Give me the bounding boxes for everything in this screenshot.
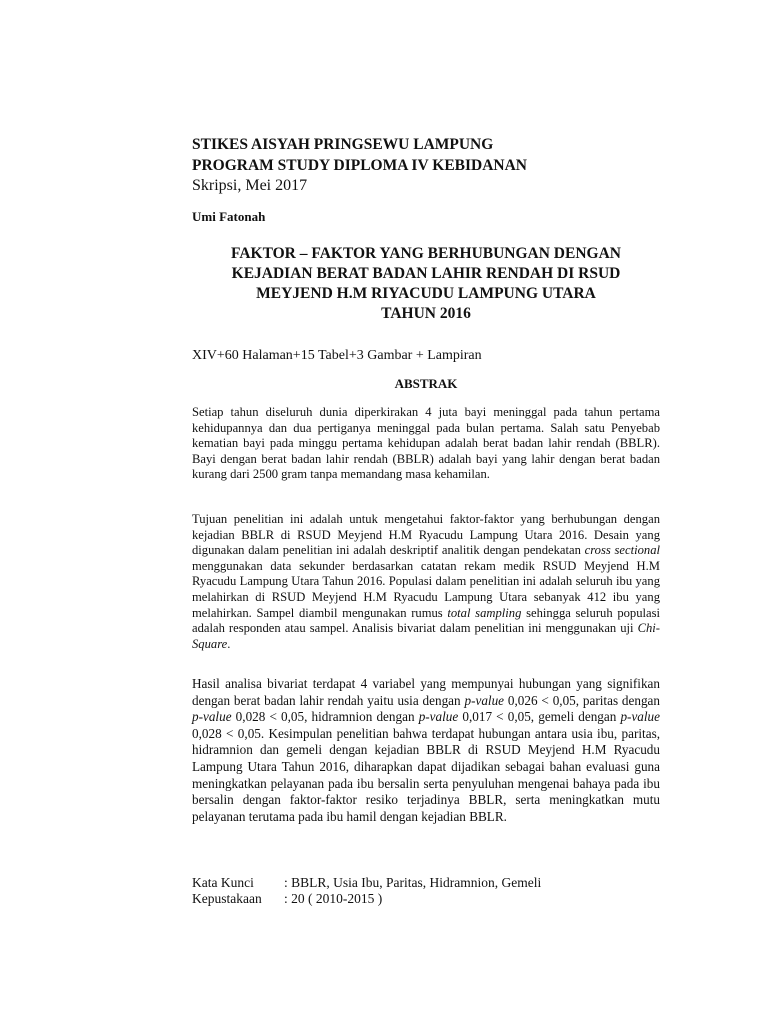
italic-term: p-value <box>192 709 232 725</box>
italic-term: p-value <box>620 709 660 725</box>
paragraph-text: Tujuan penelitian ini adalah untuk mengetahui faktor-faktor yang berhubungan dengan kejadian BBLR di RSUD Meyjend H.M Ryacudu Lampung Utara 2016. Desain yang digunakan dalam penelitian ini adalah deskriptif analitik dengan pendekatan <box>192 512 660 558</box>
italic-term: p-value <box>418 709 459 725</box>
title-line-1: FAKTOR – FAKTOR YANG BERHUBUNGAN DENGAN <box>231 245 621 262</box>
keywords-value: : BBLR, Usia Ibu, Paritas, Hidramnion, Gemeli <box>284 875 542 890</box>
institution-name: STIKES AISYAH PRINGSEWU LAMPUNG <box>192 136 494 153</box>
paragraph-text: 0,028 < 0,05, hidramnion dengan <box>231 709 419 725</box>
thesis-title <box>192 244 660 324</box>
keywords-row <box>192 874 541 891</box>
abstract-paragraph-2 <box>192 512 660 652</box>
abstract-paragraph-3 <box>192 676 660 825</box>
paragraph-text: Hasil analisa bivariat terdapat 4 variabel yang mempunyai hubungan yang signifikan dengan berat badan lahir rendah yaitu usia dengan <box>192 676 660 708</box>
references-label: Kepustakaan <box>192 891 262 906</box>
paragraph-text: 0,028 < 0,05. Kesimpulan penelitian bahwa terdapat hubungan antara usia ibu, paritas, hidramnion dan gemeli dengan kejadian BBLR di RSUD Meyjend H.M Ryacudu Lampung Utara Tahun 2016, diharapkan dapat dijadikan sebagai bahan evaluasi guna meningkatkan pelayanan pada ibu bersalin serta penyuluhan mengenai bahaya pada ibu bersalin dengan faktor-faktor resiko terjadinya BBLR, serta meningkatkan mutu pelayanan terutama pada ibu hamil dengan kejadian BBLR. <box>192 725 660 824</box>
paragraph-text: sehingga seluruh populasi adalah responden atau sampel. Analisis bivariat dalam penelitian ini menggunakan uji <box>192 605 660 636</box>
paragraph-text: . <box>227 636 231 651</box>
page-info: XIV+60 Halaman+15 Tabel+3 Gambar + Lampiran <box>192 348 482 363</box>
thesis-date: Skripsi, Mei 2017 <box>192 177 308 194</box>
italic-term: Chi-Square <box>192 621 660 651</box>
keywords-label: Kata Kunci <box>192 875 254 890</box>
title-line-3: MEYJEND H.M RIYACUDU LAMPUNG UTARA <box>256 285 596 302</box>
paragraph-text: 0,026 < 0,05, paritas dengan <box>504 692 661 708</box>
abstract-heading: ABSTRAK <box>394 376 458 391</box>
italic-term: cross sectional <box>584 543 660 558</box>
abstract-paragraph-1: Setiap tahun diseluruh dunia diperkirakan 4 juta bayi meninggal pada tahun pertama kehidupannya dan dua pertiganya meninggal pada bulan pertama. Salah satu Penyebab kematian bayi pada minggu pertama kehidupan adalah berat badan lahir rendah (BBLR). Bayi dengan berat badan lahir rendah (BBLR) adalah bayi yang lahir dengan berat badan kurang dari 2500 gram tanpa memandang masa kehamilan. <box>192 405 660 482</box>
title-line-2: KEJADIAN BERAT BADAN LAHIR RENDAH DI RSUD <box>231 265 621 282</box>
references-row <box>192 890 382 907</box>
italic-term: p-value <box>464 692 505 708</box>
references-value: : 20 ( 2010-2015 ) <box>284 891 383 906</box>
paragraph-text: menggunakan data sekunder berdasarkan catatan rekam medik RSUD Meyjend H.M Ryacudu Lampung Utara Tahun 2016. Populasi dalam penelitian ini adalah seluruh ibu yang melahirkan di RSUD Meyjend H.M Ryacudu Lampung Utara sebanyak 412 ibu yang melahirkan. Sampel diambil mengunakan rumus <box>192 558 660 620</box>
author-name: Umi Fatonah <box>192 209 266 224</box>
italic-term: total sampling <box>447 605 522 620</box>
program-name: PROGRAM STUDY DIPLOMA IV KEBIDANAN <box>192 157 527 174</box>
title-line-4: TAHUN 2016 <box>381 305 471 322</box>
paragraph-text: 0,017 < 0,05, gemeli dengan <box>458 709 621 725</box>
